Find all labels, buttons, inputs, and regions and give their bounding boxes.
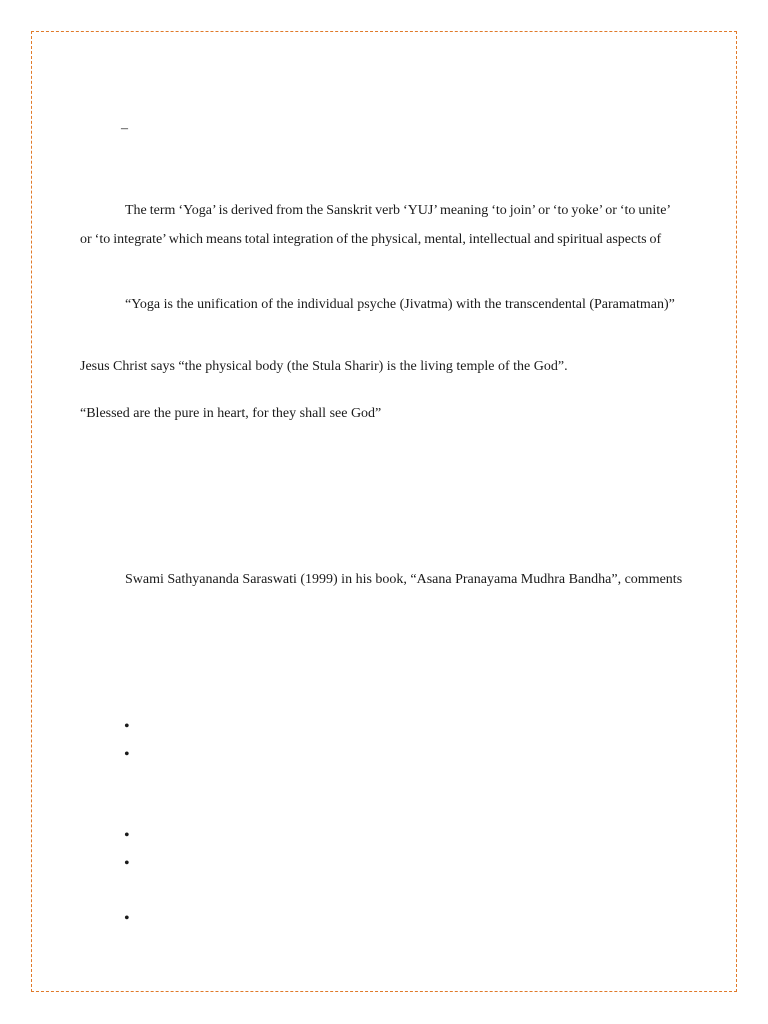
quote-yoga-unification: “Yoga is the unification of the individual psyche (Jivatma) with the transcendental (Paramatman)” — [125, 297, 675, 312]
paragraph-yoga-definition-line-2: or ‘to integrate’ which means total integration of the physical, mental, intellectual and spiritual aspects of — [80, 232, 662, 247]
paragraph-swami-sathyananda: Swami Sathyananda Saraswati (1999) in his book, “Asana Pranayama Mudhra Bandha”, comments — [125, 572, 683, 587]
quote-blessed: “Blessed are the pure in heart, for they shall see God” — [80, 406, 382, 421]
paragraph-yoga-definition-line-1: The term ‘Yoga’ is derived from the Sanskrit verb ‘YUJ’ meaning ‘to join’ or ‘to yoke’ or ‘to unite’ — [125, 203, 672, 218]
dash-mark: – — [121, 121, 128, 136]
bullet-1: • — [124, 718, 130, 735]
bullet-4: • — [124, 855, 130, 872]
bullet-2: • — [124, 746, 130, 763]
bullet-5: • — [124, 910, 130, 927]
page-border — [31, 31, 737, 992]
paragraph-jesus-christ: Jesus Christ says “the physical body (the Stula Sharir) is the living temple of the God”. — [80, 359, 568, 374]
bullet-3: • — [124, 827, 130, 844]
